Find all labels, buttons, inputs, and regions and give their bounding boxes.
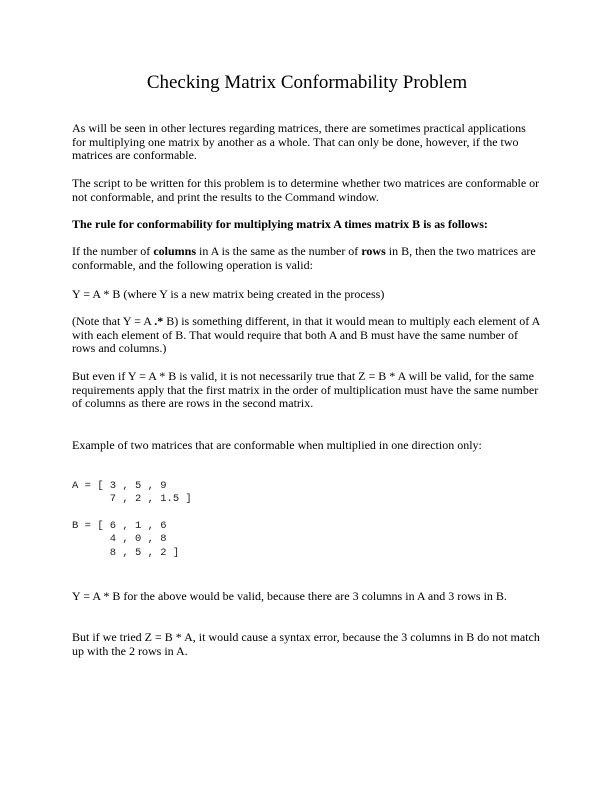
intro-paragraph: As will be seen in other lectures regarding matrices, there are sometimes practical applications for multiplying one matrix by another as a whole. That can only be done, however, if the two matrices are conformable. <box>72 121 526 163</box>
rule-heading: The rule for conformability for multiplying matrix A times matrix B is as follows: <box>72 217 488 231</box>
matrix-a-row-2: 7 , 2 , 1.5 ] <box>72 493 192 506</box>
rule-paragraph <box>72 245 542 272</box>
note-elementwise-operator: .* <box>154 314 164 328</box>
rule-text-3: in B, then the two matrices are conformable, and the following operation is valid: <box>72 244 536 272</box>
note-text-2: B) is something different, in that it would mean to multiply each element of A with each element of B. That would require that both A and B must have the same number of rows and columns.) <box>72 314 540 356</box>
note-text-1: (Note that Y = A <box>72 314 155 328</box>
rule-text-1: If the number of <box>72 244 154 258</box>
script-description-paragraph: The script to be written for this problem is to determine whether two matrices are conformable or not conformable, and print the results to the Command window. <box>72 176 540 204</box>
order-paragraph: But even if Y = A * B is valid, it is not necessarily true that Z = B * A will be valid, for the same requirements apply that the first matrix in the order of multiplication must have the same number of columns as there are rows in the second matrix. <box>72 369 539 411</box>
matrix-a-block <box>72 480 192 507</box>
formula-line: Y = A * B (where Y is a new matrix being created in the process) <box>72 287 385 301</box>
note-paragraph <box>72 315 542 356</box>
matrix-b-row-3: 8 , 5 , 2 ] <box>72 546 180 559</box>
rule-rows-emphasis: rows <box>361 244 386 258</box>
matrix-b-block <box>72 520 179 560</box>
matrix-b-row-2: 4 , 0 , 8 <box>72 533 167 546</box>
document-title: Checking Matrix Conformability Problem <box>146 72 468 93</box>
example-intro: Example of two matrices that are conformable when multiplied in one direction only: <box>72 438 482 452</box>
matrix-a-row-1: A = [ 3 , 5 , 9 <box>72 480 167 492</box>
error-explanation: But if we tried Z = B * A, it would cause a syntax error, because the 3 columns in B do not match up with the 2 rows in A. <box>72 630 540 658</box>
rule-text-2: in A is the same as the number of <box>196 244 362 258</box>
rule-columns-emphasis: columns <box>153 244 196 258</box>
matrix-b-row-1: B = [ 6 , 1 , 6 <box>72 520 167 532</box>
valid-explanation: Y = A * B for the above would be valid, because there are 3 columns in A and 3 rows in B. <box>72 589 507 603</box>
